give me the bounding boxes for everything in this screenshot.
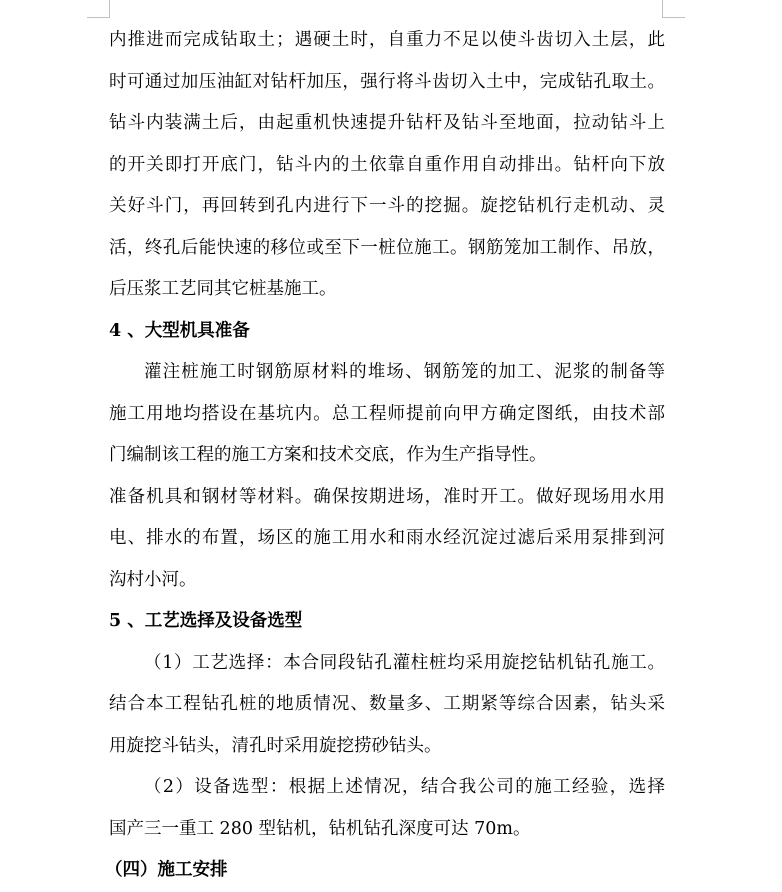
- document-body: [109, 20, 665, 850]
- paragraph-process-selection: [109, 643, 665, 768]
- section-heading-construction-arrangement: （四）施工安排: [105, 860, 228, 880]
- paragraph-site-layout: [109, 352, 665, 477]
- section-heading-process-selection: 5 、工艺选择及设备选型: [109, 611, 303, 631]
- text-line: 活，终孔后能快速的移位或至下一桩位施工。钢筋笼加工制作、吊放，: [109, 237, 665, 258]
- text-line: 时可通过加压油缸对钻杆加压，强行将斗齿切入土中，完成钻孔取土。: [109, 71, 665, 92]
- paragraph-rotary-drilling-process: [109, 20, 665, 311]
- section-heading-equipment-preparation: 4 、大型机具准备: [109, 320, 250, 341]
- text-line: 门编制该工程的施工方案和技术交底，作为生产指导性。: [109, 445, 547, 465]
- text-line: 准备机具和钢材等材料。确保按期进场，准时开工。做好现场用水用: [109, 486, 665, 507]
- text-line: 电、排水的布置，场区的施工用水和雨水经沉淀过滤后采用泵排到河: [109, 528, 665, 548]
- text-line: 结合本工程钻孔桩的地质情况、数量多、工期紧等综合因素，钻头采: [109, 694, 665, 714]
- text-line: 的开关即打开底门，钻斗内的土依靠自重作用自动排出。钻杆向下放: [109, 154, 665, 175]
- text-line: 内推进而完成钻取土；遇硬土时，自重力不足以使斗齿切入土层，此: [109, 30, 665, 50]
- paragraph-equipment-selection: [109, 767, 665, 850]
- text-line: 灌注桩施工时钢筋原材料的堆场、钢筋笼的加工、泥浆的制备等: [144, 362, 665, 382]
- text-line: 钻斗内装满土后，由起重机快速提升钻杆及钻斗至地面，拉动钻斗上: [109, 113, 665, 133]
- text-line: 后压浆工艺同其它桩基施工。: [109, 279, 337, 299]
- crop-mark-top-right: [662, 0, 685, 18]
- text-line: 关好斗门，再回转到孔内进行下一斗的挖掘。旋挖钻机行走机动、灵: [109, 196, 665, 216]
- text-line: 用旋挖斗钻头，清孔时采用旋挖捞砂钻头。: [109, 735, 442, 756]
- text-line: （1）工艺选择：本合同段钻孔灌柱桩均采用旋挖钻机钻孔施工。: [144, 652, 665, 673]
- text-line: 沟村小河。: [109, 569, 197, 590]
- paragraph-materials-preparation: [109, 477, 665, 602]
- text-line: （2）设备选型：根据上述情况，结合我公司的施工经验，选择: [144, 777, 665, 797]
- crop-mark-top-left: [87, 0, 110, 18]
- text-line: 国产三一重工 280 型钻机，钻机钻孔深度可达 70m。: [109, 818, 531, 839]
- text-line: 施工用地均搭设在基坑内。总工程师提前向甲方确定图纸，由技术部: [109, 403, 665, 424]
